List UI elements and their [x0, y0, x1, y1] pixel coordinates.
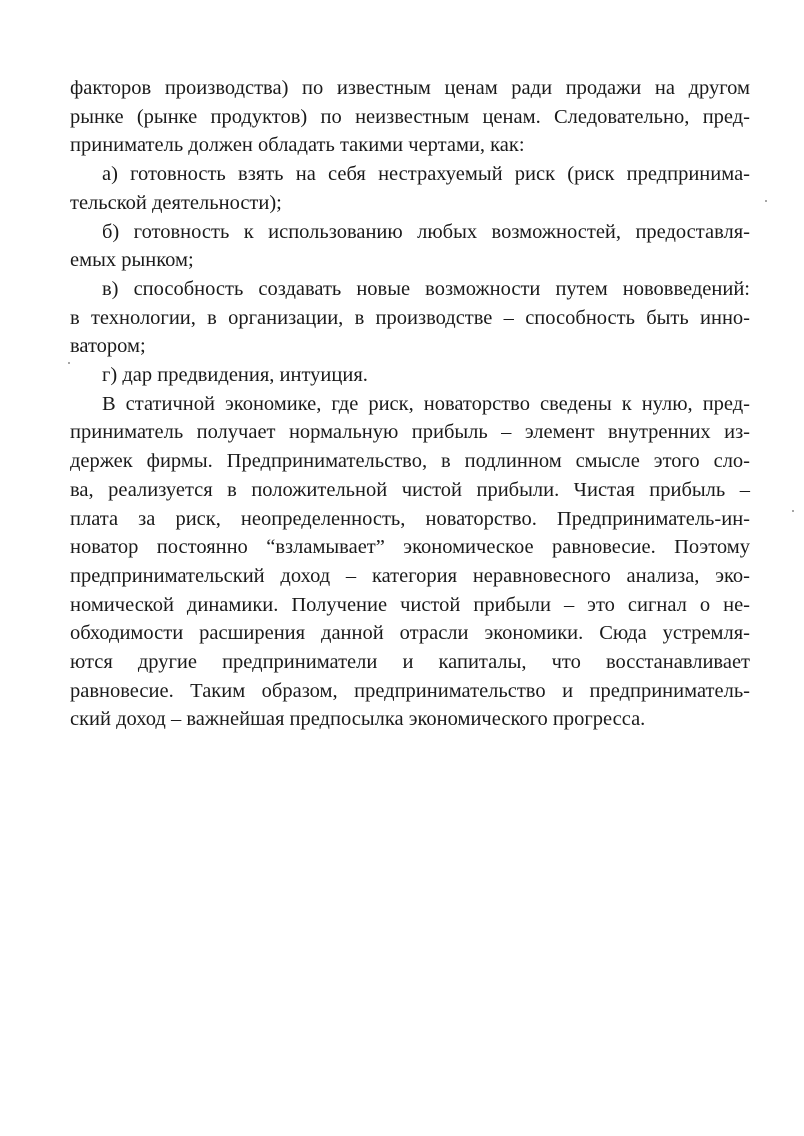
- paragraph-start: В статичной экономике, где риск, новаторство сведены к нулю, пред-: [102, 392, 750, 415]
- scan-speck: [68, 362, 70, 364]
- text-line: держек фирмы. Предпринимательство, в подлинном смысле этого сло-: [70, 450, 750, 473]
- text-line: плата за риск, неопределенность, новаторство. Предприниматель-ин-: [70, 507, 750, 530]
- body-text: [70, 74, 750, 734]
- list-item-a: а) готовность взять на себя нестрахуемый риск (риск предпринима-: [102, 163, 750, 186]
- text-line: новатор постоянно “взламывает” экономическое равновесие. Поэтому: [70, 536, 750, 559]
- text-line: равновесие. Таким образом, предпринимательство и предприниматель-: [70, 679, 750, 702]
- list-item-d: г) дар предвидения, интуиция.: [102, 364, 368, 387]
- text-line: ва, реализуется в положительной чистой прибыли. Чистая прибыль –: [70, 478, 750, 501]
- text-line: ватором;: [70, 335, 146, 358]
- list-item-c: в) способность создавать новые возможности путем нововведений:: [102, 277, 750, 300]
- scan-speck: [765, 200, 767, 202]
- text-line: номической динамики. Получение чистой прибыли – это сигнал о не-: [70, 593, 750, 616]
- text-line: приниматель должен обладать такими чертами, как:: [70, 134, 525, 157]
- text-line: тельской деятельности);: [70, 191, 282, 214]
- text-line: приниматель получает нормальную прибыль – элемент внутренних из-: [70, 421, 750, 444]
- list-item-b: б) готовность к использованию любых возможностей, предоставля-: [102, 220, 750, 243]
- text-line: обходимости расширения данной отрасли экономики. Сюда устремля-: [70, 622, 750, 645]
- text-line: емых рынком;: [70, 249, 194, 272]
- text-line: ются другие предприниматели и капиталы, что восстанавливает: [70, 651, 750, 674]
- text-line: факторов производства) по известным ценам ради продажи на другом: [70, 77, 750, 99]
- text-line: рынке (рынке продуктов) по неизвестным ценам. Следовательно, пред-: [70, 105, 750, 128]
- text-line: ский доход – важнейшая предпосылка экономического прогресса.: [70, 708, 646, 731]
- text-line: предпринимательский доход – категория неравновесного анализа, эко-: [70, 564, 750, 587]
- scan-speck: [792, 510, 794, 512]
- text-line: в технологии, в организации, в производстве – способность быть инно-: [70, 306, 750, 329]
